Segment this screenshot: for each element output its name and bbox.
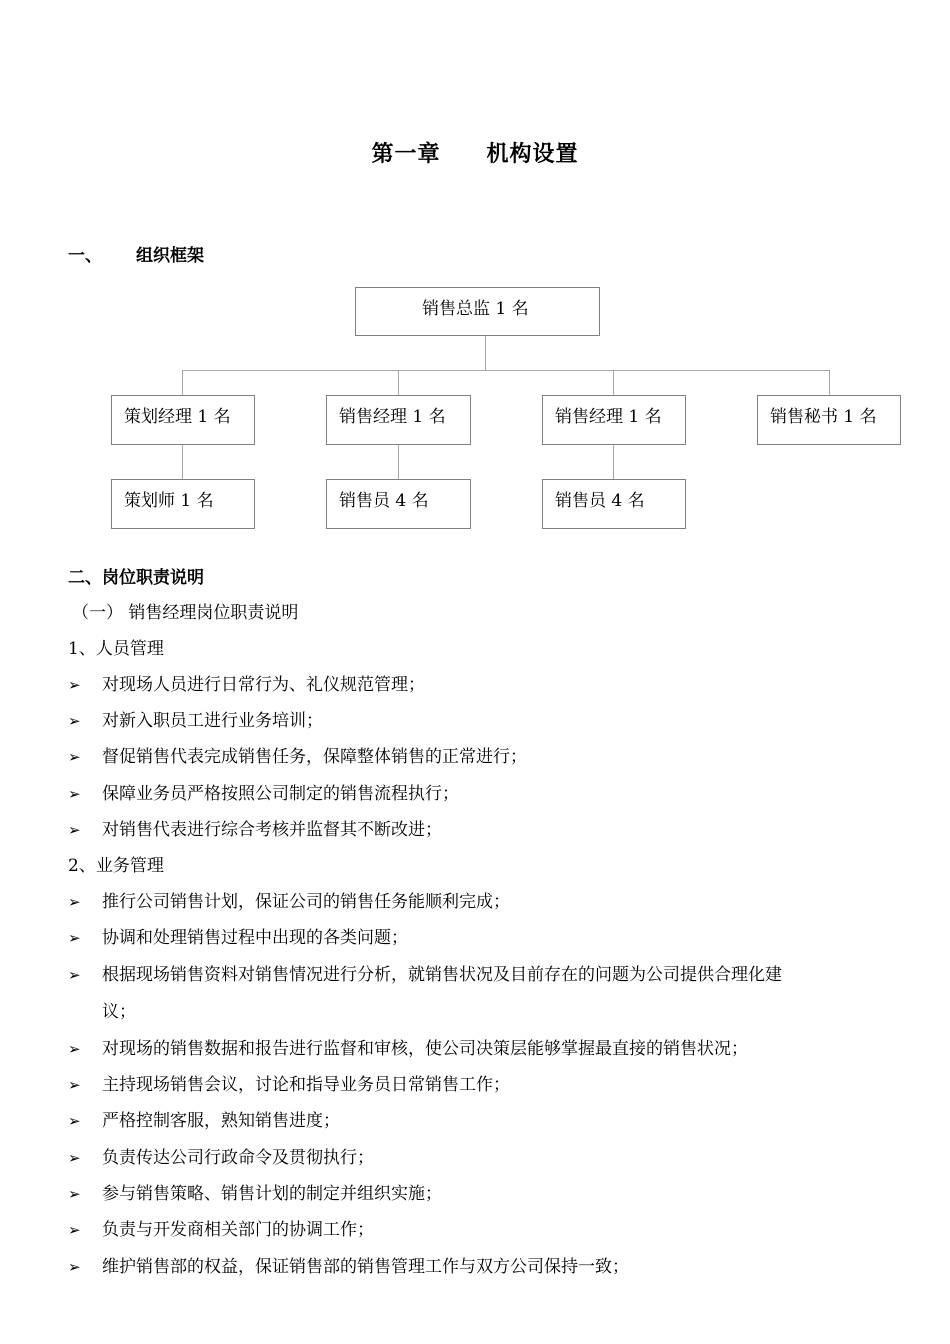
- section-number: 一、: [68, 246, 102, 266]
- org-box-sales-staff-a: [326, 479, 471, 529]
- list-item: ➢ 维护销售部的权益，保证销售部的销售管理工作与双方公司保持一致；: [68, 1257, 629, 1277]
- list-item-continuation: 议；: [102, 1002, 136, 1022]
- org-box-sales-manager-a: [326, 395, 471, 445]
- org-box-label: 销售经理 1 名: [339, 407, 446, 427]
- org-box-planning-manager: [111, 395, 255, 445]
- bullet-arrow-icon: ➢: [68, 748, 81, 766]
- bullet-arrow-icon: ➢: [68, 1258, 81, 1276]
- chapter-name: 机构设置: [486, 142, 579, 167]
- bullet-arrow-icon: ➢: [68, 1112, 81, 1130]
- org-box-secretary: [757, 395, 901, 445]
- connector-line: [398, 370, 399, 395]
- bullet-arrow-icon: ➢: [68, 1221, 81, 1239]
- subsection-heading: （一） 销售经理岗位职责说明: [72, 603, 299, 623]
- bullet-arrow-icon: ➢: [68, 1040, 81, 1058]
- bullet-arrow-icon: ➢: [68, 676, 81, 694]
- bullet-arrow-icon: ➢: [68, 1076, 81, 1094]
- list-item: ➢ 负责与开发商相关部门的协调工作；: [68, 1220, 374, 1240]
- bullet-arrow-icon: ➢: [68, 1149, 81, 1167]
- bullet-arrow-icon: ➢: [68, 893, 81, 911]
- list-item: ➢ 对现场的销售数据和报告进行监督和审核，使公司决策层能够掌握最直接的销售状况；: [68, 1039, 748, 1059]
- bullet-arrow-icon: ➢: [68, 712, 81, 730]
- org-box-label: 销售员 4 名: [555, 491, 645, 511]
- list-item: ➢ 对新入职员工进行业务培训；: [68, 711, 323, 731]
- connector-line: [398, 444, 399, 479]
- bullet-arrow-icon: ➢: [68, 821, 81, 839]
- connector-line: [829, 370, 830, 395]
- connector-line: [182, 370, 183, 395]
- bullet-arrow-icon: ➢: [68, 785, 81, 803]
- bullet-arrow-icon: ➢: [68, 1185, 81, 1203]
- connector-line: [613, 444, 614, 479]
- list-item: ➢ 对现场人员进行日常行为、礼仪规范管理；: [68, 675, 425, 695]
- list-item: ➢ 保障业务员严格按照公司制定的销售流程执行；: [68, 784, 459, 804]
- org-box-label: 策划师 1 名: [124, 491, 214, 511]
- connector-line: [485, 336, 486, 371]
- group-title-business: 2、业务管理: [68, 856, 164, 876]
- list-item: ➢ 负责传达公司行政命令及贯彻执行；: [68, 1148, 374, 1168]
- list-item: ➢ 推行公司销售计划，保证公司的销售任务能顺利完成；: [68, 892, 510, 912]
- org-box-director: [355, 287, 600, 336]
- list-item: ➢ 协调和处理销售过程中出现的各类问题；: [68, 928, 408, 948]
- list-item: ➢ 根据现场销售资料对销售情况进行分析，就销售状况及目前存在的问题为公司提供合理化建: [68, 965, 782, 985]
- org-box-label: 销售员 4 名: [339, 491, 429, 511]
- connector-line: [613, 370, 614, 395]
- connector-line: [182, 370, 829, 371]
- bullet-arrow-icon: ➢: [68, 929, 81, 947]
- section-heading-org: [68, 241, 204, 266]
- section-heading-duties: 二、岗位职责说明: [68, 568, 204, 588]
- org-box-label: 销售经理 1 名: [555, 407, 662, 427]
- section-title: 组织框架: [136, 246, 204, 266]
- org-box-label: 策划经理 1 名: [124, 407, 231, 427]
- org-box-label: 销售秘书 1 名: [770, 407, 877, 427]
- org-box-sales-manager-b: [542, 395, 686, 445]
- org-box-sales-staff-b: [542, 479, 686, 529]
- list-item: ➢ 对销售代表进行综合考核并监督其不断改进；: [68, 820, 442, 840]
- bullet-arrow-icon: ➢: [68, 966, 81, 984]
- connector-line: [182, 444, 183, 479]
- list-item: ➢ 严格控制客服，熟知销售进度；: [68, 1111, 340, 1131]
- org-box-label: 销售总监 1 名: [422, 299, 529, 319]
- list-item: ➢ 参与销售策略、销售计划的制定并组织实施；: [68, 1184, 442, 1204]
- list-item: ➢ 主持现场销售会议，讨论和指导业务员日常销售工作；: [68, 1075, 510, 1095]
- list-item: ➢ 督促销售代表完成销售任务，保障整体销售的正常进行；: [68, 747, 527, 767]
- group-title-personnel: 1、人员管理: [68, 639, 164, 659]
- chapter-title: [0, 137, 950, 168]
- org-box-planner: [111, 479, 255, 529]
- chapter-number: 第一章: [371, 142, 441, 167]
